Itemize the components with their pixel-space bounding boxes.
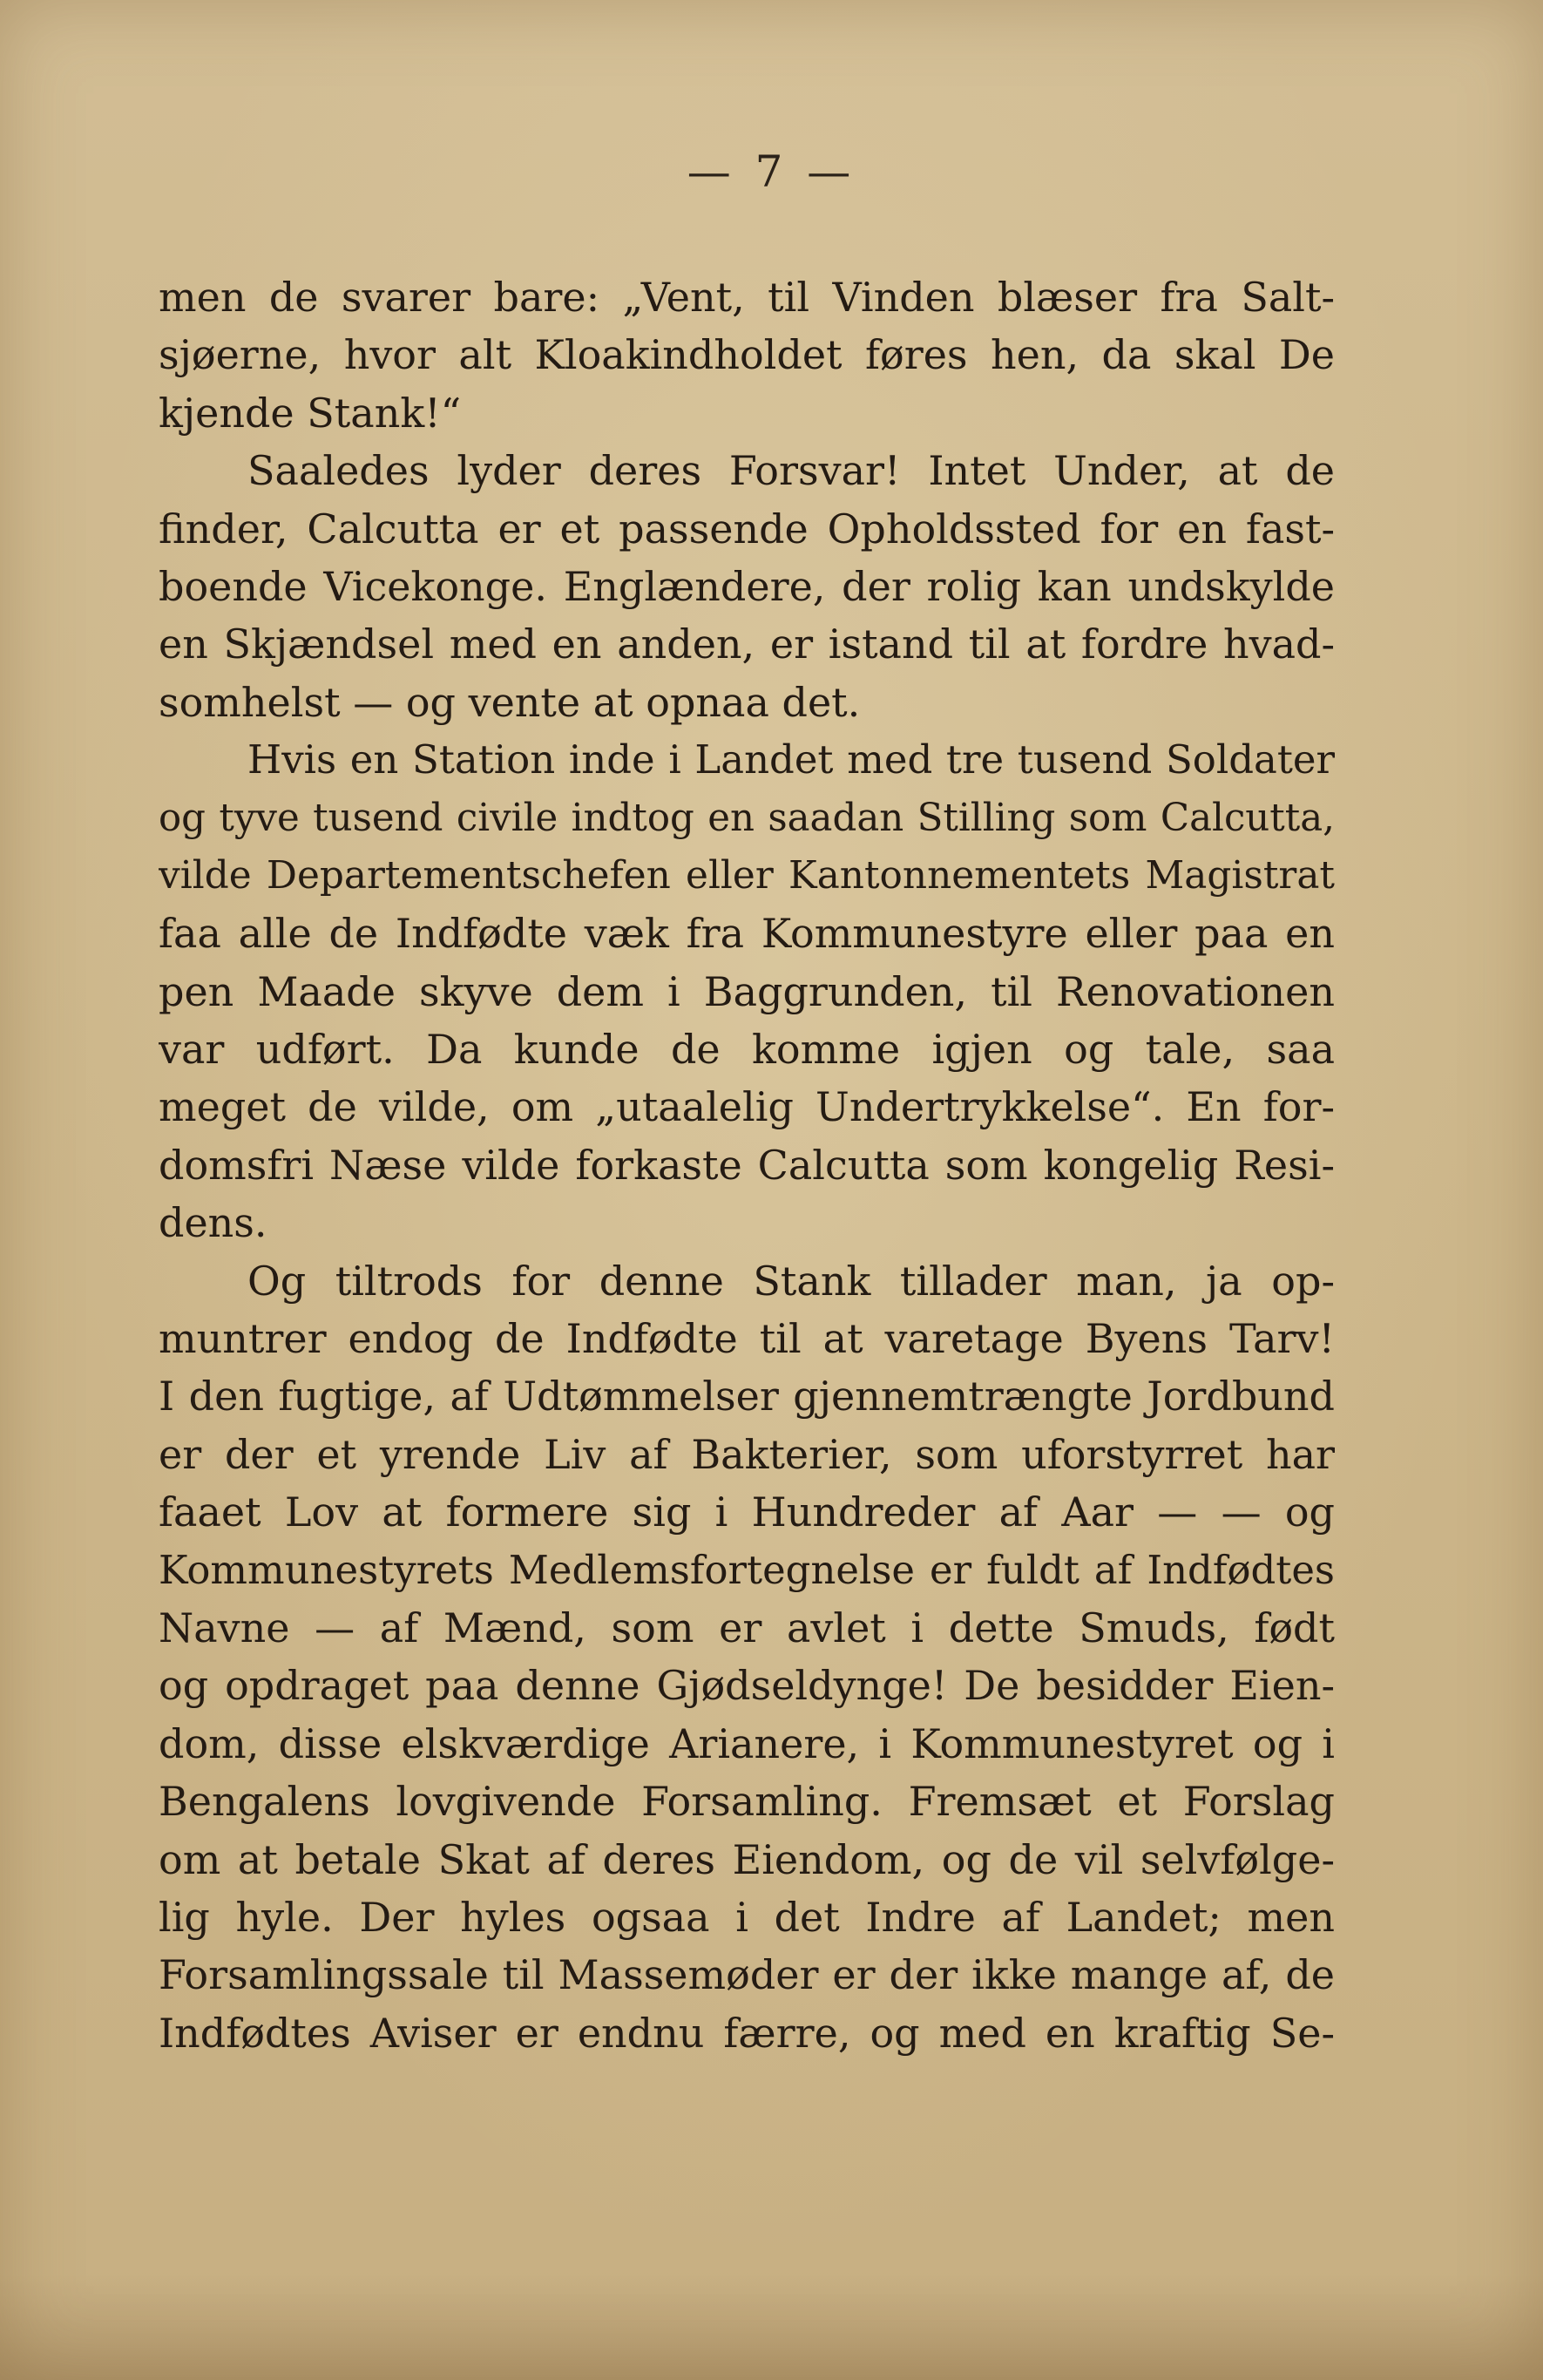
text-line: dom, disse elskværdige Arianere, i Kommunestyret og i	[159, 1719, 1335, 1767]
text-line: I den fugtige, af Udtømmelser gjennemtrængte Jordbund	[159, 1373, 1335, 1421]
text-line: Saaledes lyder deres Forsvar! Intet Under, at de	[247, 447, 1335, 495]
text-line: om at betale Skat af deres Eiendom, og de vil selvfølge-	[159, 1835, 1335, 1883]
text-line: Forsamlingssale til Massemøder er der ikke mange af, de	[159, 1951, 1335, 1999]
text-line: muntrer endog de Indfødte til at varetage Byens Tarv!	[159, 1315, 1335, 1363]
text-line: boende Vicekonge. Englændere, der rolig kan undskylde	[159, 562, 1335, 610]
text-line: er der et yrende Liv af Bakterier, som uforstyrret har	[159, 1430, 1335, 1478]
text-line: dens.	[159, 1199, 267, 1247]
text-line: Indfødtes Aviser er endnu færre, og med en kraftig Se-	[159, 2009, 1335, 2057]
text-line: Hvis en Station inde i Landet med tre tusend Soldater	[247, 736, 1335, 783]
text-line: kjende Stank!“	[159, 389, 462, 437]
text-line: faa alle de Indfødte væk fra Kommunestyre eller paa en	[159, 910, 1335, 958]
text-line: men de svarer bare: „Vent, til Vinden blæser fra Salt-	[159, 274, 1335, 321]
text-line: Og tiltrods for denne Stank tillader man, ja op-	[247, 1257, 1335, 1305]
text-line: sjøerne, hvor alt Kloakindholdet føres hen, da skal De	[159, 331, 1335, 379]
text-line: Navne — af Mænd, som er avlet i dette Smuds, født	[159, 1604, 1335, 1651]
text-line: en Skjændsel med en anden, er istand til at fordre hvad-	[159, 620, 1335, 668]
text-line: Bengalens lovgivende Forsamling. Fremsæt et Forslag	[159, 1778, 1335, 1826]
text-line: var udført. Da kunde de komme igjen og tale, saa	[159, 1026, 1335, 1074]
text-line: faaet Lov at formere sig i Hundreder af Aar — — og	[159, 1488, 1335, 1536]
text-line: og tyve tusend civile indtog en saadan Stilling som Calcutta,	[159, 796, 1335, 840]
text-line: og opdraget paa denne Gjødseldynge! De besidder Eien-	[159, 1662, 1335, 1710]
text-line: domsfri Næse vilde forkaste Calcutta som kongelig Resi-	[159, 1141, 1335, 1189]
text-line: vilde Departementschefen eller Kantonnementets Magistrat	[159, 852, 1335, 898]
text-line: Kommunestyrets Medlemsfortegnelse er fuldt af Indfødtes	[159, 1546, 1335, 1593]
page-number: — 7 —	[687, 146, 856, 197]
text-line: finder, Calcutta er et passende Opholdssted for en fast-	[159, 505, 1335, 553]
text-line: somhelst — og vente at opnaa det.	[159, 678, 861, 726]
text-line: meget de vilde, om „utaalelig Undertrykkelse“. En for-	[159, 1083, 1335, 1131]
body-text	[159, 268, 1335, 2062]
text-line: lig hyle. Der hyles ogsaa i det Indre af Landet; men	[159, 1893, 1335, 1941]
page-stain	[0, 2275, 1543, 2380]
text-line: pen Maade skyve dem i Baggrunden, til Renovationen	[159, 967, 1335, 1015]
